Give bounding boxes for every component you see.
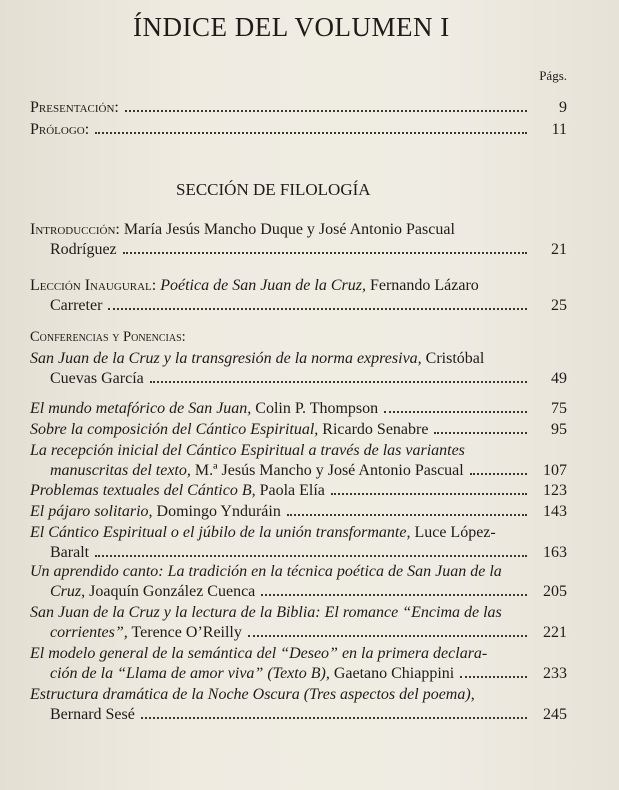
page-number: 163 [543, 544, 567, 561]
page-number: 233 [543, 665, 567, 682]
toc-entry[interactable] [30, 562, 567, 602]
page-number: 9 [559, 99, 567, 116]
entry-title: Un aprendido canto: La tradición en la técnica poética de San Juan de la [30, 563, 502, 580]
leader-dots [287, 514, 527, 516]
page-number: 143 [543, 503, 567, 520]
entry-author: Terence O’Reilly [127, 624, 242, 641]
page-title: ÍNDICE DEL VOLUMEN I [133, 12, 450, 42]
entry-label: Lección Inaugural: [30, 277, 157, 294]
entry-author: Fernando Lázaro [369, 277, 479, 294]
entry-title: El Cántico Espiritual o el júbilo de la unión transformante, [30, 524, 411, 541]
entry-title-cont: manuscritas del texto, [50, 462, 191, 479]
entry-authors: María Jesús Mancho Duque y José Antonio Pascual [123, 221, 455, 238]
entry-author-cont: Baralt [50, 544, 90, 561]
entry-title: El mundo metafórico de San Juan, [30, 400, 252, 417]
entry-author-cont: Carreter [50, 297, 103, 314]
entry-author: Ricardo Senabre [318, 421, 429, 438]
entry-author: M.ª Jesús Mancho y José Antonio Pascual [190, 462, 464, 479]
entry-author-cont: Cuevas García [50, 370, 144, 387]
entry-title: Problemas textuales del Cántico B, [30, 482, 256, 499]
toc-entry[interactable] [30, 523, 567, 563]
leader-dots [470, 473, 527, 475]
leader-dots [460, 676, 527, 678]
page-number: 49 [551, 370, 567, 387]
leader-dots [95, 132, 527, 134]
entry-title: Estructura dramática de la Noche Oscura (Tres aspectos del poema), [30, 686, 475, 703]
leader-dots [108, 308, 527, 310]
section-title: SECCIÓN DE FILOLOGÍA [176, 180, 371, 199]
entry-label: Prólogo: [30, 121, 90, 138]
toc-entry[interactable] [30, 481, 567, 501]
page-number: 11 [551, 121, 567, 138]
entry-author-cont: Bernard Sesé [50, 706, 135, 723]
toc-entry[interactable] [30, 441, 567, 481]
entry-title: Sobre la composición del Cántico Espiritual, [30, 421, 319, 438]
entry-author: Gaetano Chiappini [329, 665, 455, 682]
leader-dots [95, 555, 527, 557]
leader-dots [384, 411, 527, 413]
entry-title: San Juan de la Cruz y la lectura de la Biblia: El romance “Encima de las [30, 604, 502, 621]
entry-title-cont: ción de la “Llama de amor viva” (Texto B), [50, 665, 330, 682]
entry-author: Luce López- [410, 524, 496, 541]
toc-entry-leccion[interactable] [30, 276, 567, 316]
toc-entry[interactable] [30, 349, 567, 389]
entry-title-cont: corrientes”, [50, 624, 128, 641]
entry-title: Poética de San Juan de la Cruz, [160, 277, 366, 294]
page-number: 107 [543, 462, 567, 479]
leader-dots [141, 717, 527, 719]
leader-dots [123, 252, 527, 254]
entry-title: La recepción inicial del Cántico Espiritual a través de las variantes [30, 442, 465, 459]
page-number: 75 [551, 400, 567, 417]
toc-entry[interactable] [30, 502, 567, 522]
leader-dots [261, 594, 527, 596]
leader-dots [125, 110, 527, 112]
toc-entry[interactable] [30, 420, 567, 440]
leader-dots [248, 635, 527, 637]
entry-authors-cont: Rodríguez [50, 241, 117, 258]
toc-entry[interactable] [30, 644, 567, 684]
toc-entry[interactable] [30, 603, 567, 643]
entry-author: Cristóbal [421, 350, 485, 367]
page-number: 245 [543, 706, 567, 723]
entry-author: Paola Elía [255, 482, 325, 499]
toc-entry-introduccion[interactable] [30, 220, 567, 260]
toc-entry-prologo[interactable] [30, 120, 567, 140]
entry-title-cont: Cruz, [50, 583, 86, 600]
toc-entry[interactable] [30, 399, 567, 419]
entry-author: Joaquín González Cuenca [85, 583, 256, 600]
conferencias-heading: Conferencias y Ponencias: [30, 329, 186, 345]
entry-title: El modelo general de la semántica del “Deseo” en la primera declara- [30, 645, 488, 662]
leader-dots [331, 493, 527, 495]
toc-entry[interactable] [30, 685, 567, 725]
page-number: 95 [551, 421, 567, 438]
entry-title: El pájaro solitario, [30, 503, 153, 520]
page-number: 25 [551, 297, 567, 314]
entry-title: San Juan de la Cruz y la transgresión de la norma expresiva, [30, 350, 422, 367]
leader-dots [150, 381, 527, 383]
page-number: 123 [543, 482, 567, 499]
page-number: 205 [543, 583, 567, 600]
toc-entry-presentacion[interactable] [30, 98, 567, 118]
entry-label: Introducción: [30, 221, 120, 238]
pages-column-label: Págs. [539, 68, 567, 83]
leader-dots [434, 432, 527, 434]
entry-author: Domingo Ynduráin [152, 503, 281, 520]
page-number: 21 [551, 241, 567, 258]
page-number: 221 [543, 624, 567, 641]
entry-author: Colin P. Thompson [251, 400, 379, 417]
entry-label: Presentación: [30, 99, 119, 116]
